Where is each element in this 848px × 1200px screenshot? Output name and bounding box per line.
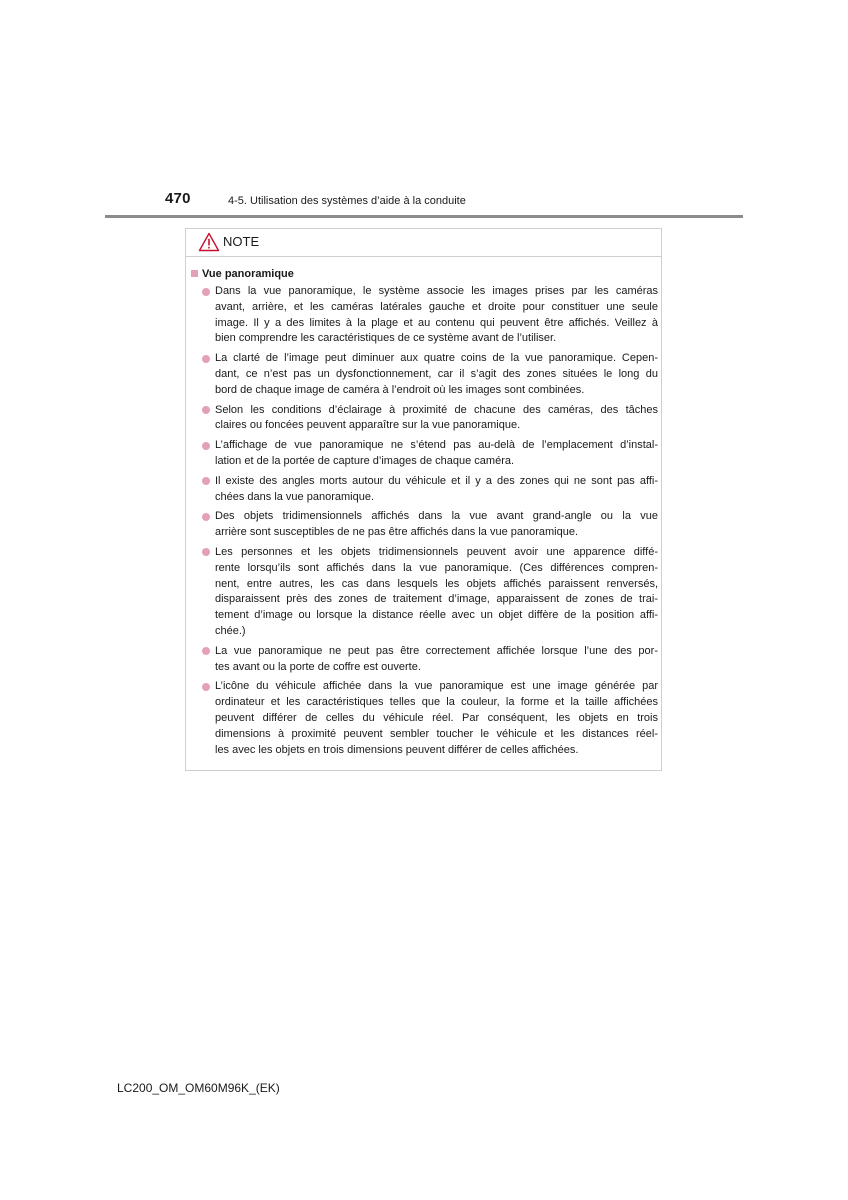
- bullet-line: La clarté de l’image peut diminuer aux quatre coins de la vue panoramique. Cepen-: [215, 352, 658, 365]
- subsection-title: Vue panoramique: [202, 268, 294, 280]
- list-item: [201, 351, 658, 398]
- bullet-line: chées dans la vue panoramique.: [215, 490, 374, 503]
- bullet-line: avant, arrière, et les caméras latérales gauche et droite pour constituer une seule: [215, 300, 658, 313]
- bullet-line: claires ou foncées peuvent apparaître sur la vue panoramique.: [215, 419, 521, 432]
- document-code: LC200_OM_OM60M96K_(EK): [117, 1081, 280, 1095]
- note-box: [185, 228, 662, 771]
- section-title: 4-5. Utilisation des systèmes d’aide à la conduite: [228, 195, 466, 207]
- list-item: [201, 474, 658, 506]
- bullet-line: Les personnes et les objets tridimensionnels peuvent avoir une apparence diffé-: [215, 545, 658, 558]
- list-item: [201, 284, 658, 347]
- list-item: [201, 438, 658, 470]
- bullet-line: bord de chaque image de caméra à l’endroit où les images sont combinées.: [215, 383, 585, 396]
- bullet-line: arrière sont susceptibles de ne pas être affichés dans la vue panoramique.: [215, 526, 579, 539]
- header-rule: [105, 215, 743, 218]
- bullet-line: tement d’image ou lorsque la distance réelle avec un objet diffère de la position affi-: [215, 609, 658, 622]
- list-item: [201, 644, 658, 676]
- round-bullet-icon: [202, 513, 210, 521]
- bullet-line: dant, ce n’est pas un dysfonctionnement, car il s’agit des zones situées le long du: [215, 367, 658, 380]
- bullet-line: peuvent différer de celles du véhicule réel. Par conséquent, les objets en trois: [215, 711, 658, 724]
- bullet-line: Il existe des angles morts autour du véhicule et il y a des zones qui ne sont pas affi-: [215, 474, 658, 487]
- bullet-line: L’affichage de vue panoramique ne s’étend pas au-delà de l’emplacement d’instal-: [215, 439, 658, 452]
- note-header: [186, 229, 661, 257]
- bullet-line: nent, entre autres, les cas dans lesquels les objets affichés paraissent renversés,: [215, 577, 658, 590]
- bullet-line: dimensions à proximité peuvent sembler toucher le véhicule et les distances réel-: [215, 727, 658, 740]
- bullet-line: lation et de la portée de capture d’images de chaque caméra.: [215, 454, 515, 467]
- round-bullet-icon: [202, 406, 210, 414]
- bullet-line: tes avant ou la porte de coffre est ouverte.: [215, 660, 421, 673]
- list-item: [201, 679, 658, 758]
- round-bullet-icon: [202, 683, 210, 691]
- round-bullet-icon: [202, 477, 210, 485]
- bullet-line: disparaissent près des zones de traitement d’image, apparaissent de zones de trai-: [215, 593, 658, 606]
- round-bullet-icon: [202, 647, 210, 655]
- list-item: [201, 545, 658, 640]
- page-number: 470: [165, 190, 191, 207]
- bullet-line: chée.): [215, 624, 246, 637]
- round-bullet-icon: [202, 442, 210, 450]
- round-bullet-icon: [202, 548, 210, 556]
- subsection-heading: [191, 266, 294, 282]
- bullet-line: ordinateur et les caractéristiques telles que la couleur, la forme et la taille affichées: [215, 696, 658, 709]
- list-item: [201, 403, 658, 435]
- bullet-line: La vue panoramique ne peut pas être correctement affichée lorsque l’une des por-: [215, 644, 658, 657]
- warning-triangle-icon: [198, 232, 220, 252]
- bullet-list: [201, 284, 658, 762]
- bullet-line: Selon les conditions d’éclairage à proximité de chacune des caméras, des tâches: [215, 403, 658, 416]
- square-bullet-icon: [191, 270, 198, 277]
- round-bullet-icon: [202, 355, 210, 363]
- note-label: NOTE: [223, 234, 260, 249]
- bullet-line: Dans la vue panoramique, le système associe les images prises par les caméras: [215, 285, 658, 297]
- bullet-line: image. Il y a des limites à la plage et au contenu qui peuvent être affichés. Veillez à: [215, 316, 658, 329]
- round-bullet-icon: [202, 288, 210, 296]
- list-item: [201, 509, 658, 541]
- bullet-line: bien comprendre les caractéristiques de ce système avant de l’utiliser.: [215, 332, 557, 345]
- bullet-line: L’icône du véhicule affichée dans la vue panoramique est une image générée par: [215, 680, 658, 693]
- bullet-line: les avec les objets en trois dimensions peuvent différer de celles affichées.: [215, 743, 579, 756]
- bullet-line: rente lorsqu’ils sont affichés dans la vue panoramique. (Ces différences compren-: [215, 561, 658, 574]
- bullet-line: Des objets tridimensionnels affichés dans la vue avant grand-angle ou la vue: [215, 510, 658, 523]
